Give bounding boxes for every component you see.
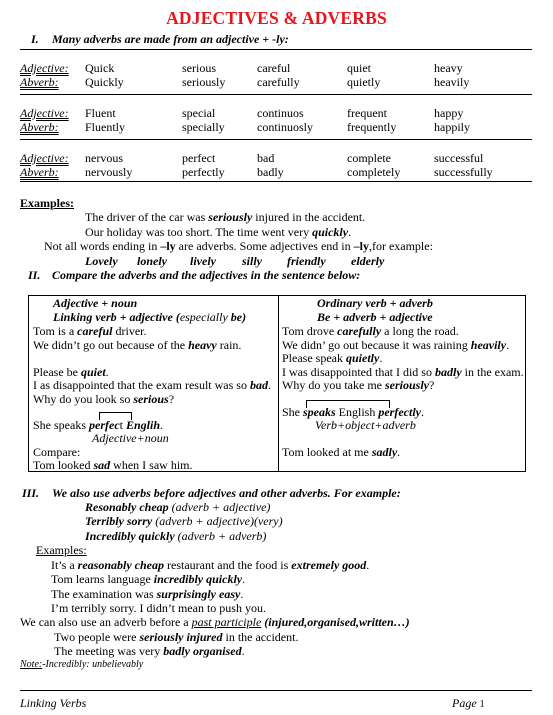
table-divider (278, 296, 279, 471)
adverb-word: completely (347, 165, 401, 179)
adverb-word: perfectly (182, 165, 225, 179)
adjective-word: happy (434, 106, 464, 120)
left-header-1: Adjective + noun (53, 296, 138, 310)
examples-label: Examples: (36, 543, 87, 557)
adverb-word: Quickly (85, 75, 124, 89)
note: Note:-Incredibly: unbelievably (20, 659, 144, 670)
adjective-word: continuos (257, 106, 304, 120)
section-2-heading: Compare the adverbs and the adjectives in the sentence below: (52, 268, 361, 282)
adjective-word: heavy (434, 61, 463, 75)
comparison-table (28, 295, 526, 472)
divider (20, 94, 532, 95)
section-2-number: II. (28, 268, 41, 282)
right-sentence: Tom drove carefully a long the road. (282, 324, 459, 338)
adjective-word: frequent (347, 106, 387, 120)
right-header-2: Be + adverb + adjective (317, 310, 433, 324)
adverb-word: frequently (347, 120, 397, 134)
examples-heading: Examples: (20, 196, 74, 210)
page-title: ADJECTIVES & ADVERBS (166, 8, 387, 28)
left-sentence: Tom looked sad when I saw him. (33, 458, 193, 472)
right-sentence: Tom looked at me sadly. (282, 445, 401, 459)
adjective-word: careful (257, 61, 291, 75)
example-sentence: Tom learns language incredibly quickly. (51, 572, 246, 586)
adverb-combo: Incredibly quickly (adverb + adverb) (85, 529, 267, 543)
left-sentence: Please be quiet. (33, 365, 109, 379)
adverb-word: happily (434, 120, 470, 134)
adverb-combo: Terribly sorry (adverb + adjective)(very) (85, 514, 283, 528)
adjective-word: Quick (85, 61, 115, 75)
adjective-word: bad (257, 151, 275, 165)
adjective-word: serious (182, 61, 216, 75)
adjective-word: Fluent (85, 106, 116, 120)
section-3-number: III. (22, 486, 40, 500)
adverb-label: Abverb: (20, 120, 59, 134)
left-note: Adjective+noun (92, 431, 169, 445)
left-header-2: Linking verb + adjective (especially be) (53, 310, 247, 324)
adverb-word: nervously (85, 165, 133, 179)
left-sentence: I as disappointed that the exam result was so bad. (33, 378, 271, 392)
divider (20, 49, 532, 50)
left-sentence: Tom is a careful driver. (33, 324, 147, 338)
adjective-word: nervous (85, 151, 123, 165)
adjective-word: complete (347, 151, 391, 165)
divider (20, 181, 532, 182)
left-sentence: Why do you look so serious? (33, 392, 175, 406)
example-sentence: The meeting was very badly organised. (54, 644, 245, 658)
right-sentence: Why do you take me seriously? (282, 378, 435, 392)
adjective-label: Adjective: (20, 106, 69, 120)
adverb-word: badly (257, 165, 284, 179)
adverb-word: specially (182, 120, 225, 134)
adjective-label: Adjective: (20, 151, 69, 165)
adjective-word: successful (434, 151, 484, 165)
adverb-word: Fluently (85, 120, 126, 134)
right-sentence: I was disappointed that I did so badly in the exam. (282, 365, 524, 379)
adverb-word: continuosly (257, 120, 313, 134)
example-sentence: I’m terribly sorry. I didn’t mean to push you. (51, 601, 266, 615)
example-sentence: Our holiday was too short. The time went very quickly. (85, 225, 352, 239)
adverb-word: heavily (434, 75, 470, 89)
adverb-word: successfully (434, 165, 493, 179)
right-sentence: We didn’ go out because it was raining heavily. (282, 338, 510, 352)
right-sentence: She speaks English perfectly. (282, 405, 424, 419)
adjective-word: quiet (347, 61, 371, 75)
example-sentence: The examination was surprisingly easy. (51, 587, 244, 601)
adjective-word: perfect (182, 151, 216, 165)
left-compare-label: Compare: (33, 445, 81, 459)
example-sentence: It’s a reasonably cheap restaurant and the food is extremely good. (51, 558, 370, 572)
divider (20, 139, 532, 140)
footer-page: Page 1 (452, 696, 485, 710)
adverb-label: Abverb: (20, 165, 59, 179)
adverb-combo: Resonably cheap (adverb + adjective) (85, 500, 271, 514)
past-participle-line: We can also use an adverb before a past participle (injured,organised,written…) (20, 615, 410, 629)
left-sentence: We didn’t go out because of the heavy rain. (33, 338, 242, 352)
example-sentence: Not all words ending in –ly are adverbs. Some adjectives end in –ly,for example: (44, 239, 433, 253)
adjective-label: Adjective: (20, 61, 69, 75)
left-sentence: She speaks perfect Englih. (33, 418, 164, 432)
section-3-heading: We also use adverbs before adjectives and other adverbs. For example: (52, 486, 401, 500)
example-sentence: Two people were seriously injured in the accident. (54, 630, 299, 644)
adverb-word: seriously (182, 75, 226, 89)
adverb-label: Abverb: (20, 75, 59, 89)
right-sentence: Please speak quietly. (282, 351, 383, 365)
example-sentence: The driver of the car was seriously injured in the accident. (85, 210, 366, 224)
right-note: Verb+object+adverb (315, 418, 416, 432)
footer-left: Linking Verbs (20, 696, 87, 710)
section-1-number: I. (31, 32, 39, 46)
section-1-heading: Many adverbs are made from an adjective + -ly: (52, 32, 289, 46)
adjective-word: special (182, 106, 216, 120)
adverb-word: carefully (257, 75, 300, 89)
footer-divider (20, 690, 532, 691)
adverb-word: quietly (347, 75, 381, 89)
right-header-1: Ordinary verb + adverb (317, 296, 433, 310)
